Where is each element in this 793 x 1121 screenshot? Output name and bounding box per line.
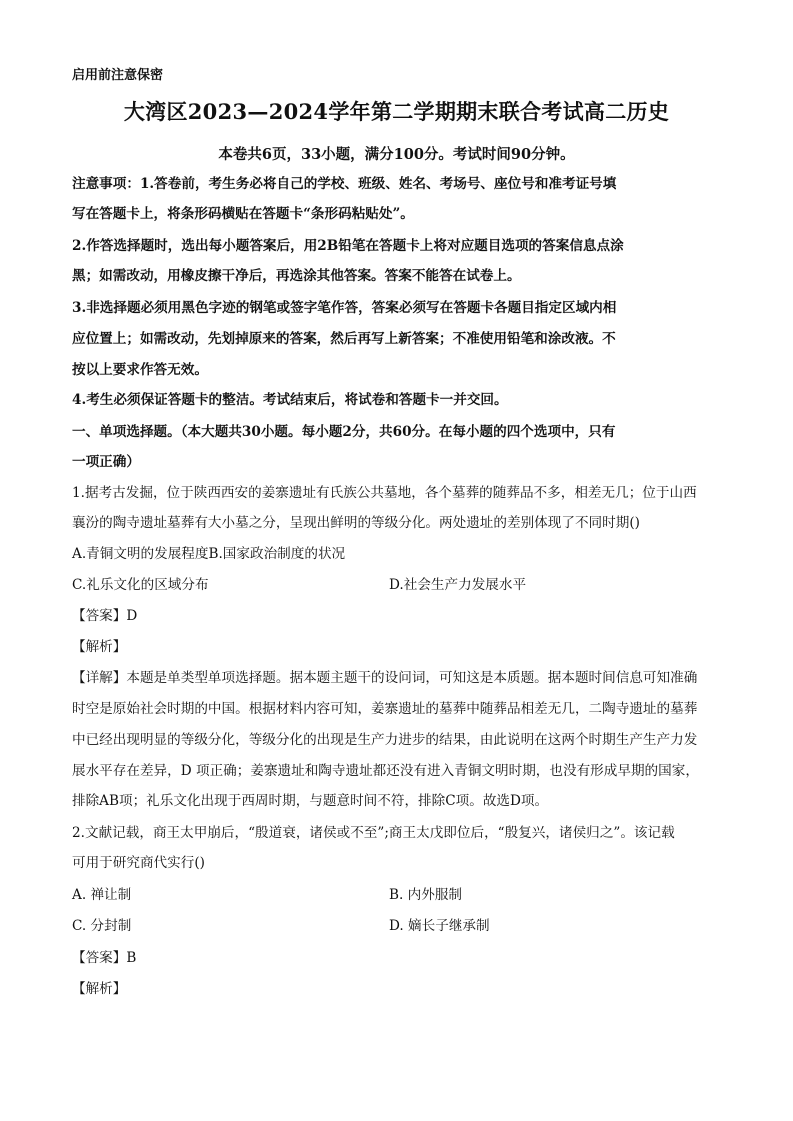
notes-line: 注意事项：1.答卷前，考生务必将自己的学校、班级、姓名、考场号、座位号和准考证号填 [72,176,617,192]
analysis-label: 【解析】 [72,981,127,997]
question-option: D.社会生产力发展水平 [389,577,527,593]
answer-label: 【答案】B [72,950,137,966]
question-stem: 可用于研究商代实行() [72,855,205,871]
section-heading: 一项正确） [72,454,140,470]
notes-line: 4.考生必须保证答题卡的整洁。考试结束后，将试卷和答题卡一并交回。 [72,392,508,408]
notes-line: 按以上要求作答无效。 [72,362,208,378]
question-option: D. 嫡长子继承制 [389,918,490,934]
question-option: A.青铜文明的发展程度B.国家政治制度的状况 [72,546,346,562]
detail-line: 中已经出现明显的等级分化，等级分化的出现是生产力进步的结果，由此说明在这两个时期生产生产力发 [72,732,698,748]
confidential-label: 启用前注意保密 [72,68,164,83]
answer-label: 【答案】D [72,608,138,624]
notes-line: 应位置上；如需改动，先划掉原来的答案，然后再写上新答案；不准使用铅笔和涂改液。不 [72,331,616,347]
analysis-label: 【解析】 [72,639,127,655]
question-option: C.礼乐文化的区域分布 [72,577,209,593]
notes-line: 写在答题卡上，将条形码横贴在答题卡“条形码粘贴处”。 [72,206,414,222]
question-stem: 1.据考古发掘，位于陕西西安的姜寨遗址有氏族公共墓地，各个墓葬的随葬品不多，相差无几；位于山西 [72,485,697,501]
detail-line: 时空是原始社会时期的中国。根据材料内容可知，姜寨遗址的墓葬中随葬品相差无几，二陶寺遗址的墓葬 [72,701,698,717]
notes-line: 3.非选择题必须用黑色字迹的钢笔或签字笔作答，答案必须写在答题卡各题目指定区域内相 [72,300,617,316]
notes-line: 2.作答选择题时，选出每小题答案后，用2B铅笔在答题卡上将对应题目选项的答案信息点涂 [72,238,624,254]
detail-line: 【详解】本题是单类型单项选择题。据本题主题干的设问词，可知这是本质题。据本题时间信息可知准确 [72,670,698,686]
page-title: 大湾区2023—2024学年第二学期期末联合考试高二历史 [123,99,670,124]
question-option: B. 内外服制 [389,887,463,903]
section-heading: 一、单项选择题。（本大题共30小题。每小题2分，共60分。在每小题的四个选项中，只有 [72,424,616,440]
notes-line: 黑；如需改动，用橡皮擦干净后，再选涂其他答案。答案不能答在试卷上。 [72,268,521,284]
detail-line: 展水平存在差异，D 项正确；姜寨遗址和陶寺遗址都还没有进入青铜文明时期，也没有形成早期的国家， [72,763,699,779]
question-option: C. 分封制 [72,918,132,934]
question-option: A. 禅让制 [72,887,132,903]
detail-line: 排除AB项；礼乐文化出现于西周时期，与题意时间不符，排除C项。故选D项。 [72,793,549,809]
question-stem: 襄汾的陶寺遗址墓葬有大小墓之分，呈现出鲜明的等级分化。两处遗址的差别体现了不同时期() [72,515,640,531]
question-stem: 2.文献记载，商王太甲崩后，“殷道衰，诸侯或不至”;商王太戊即位后，“殷复兴，诸侯归之”。该记载 [72,825,675,841]
page-subtitle: 本卷共6页，33小题，满分100分。考试时间90分钟。 [218,146,575,163]
